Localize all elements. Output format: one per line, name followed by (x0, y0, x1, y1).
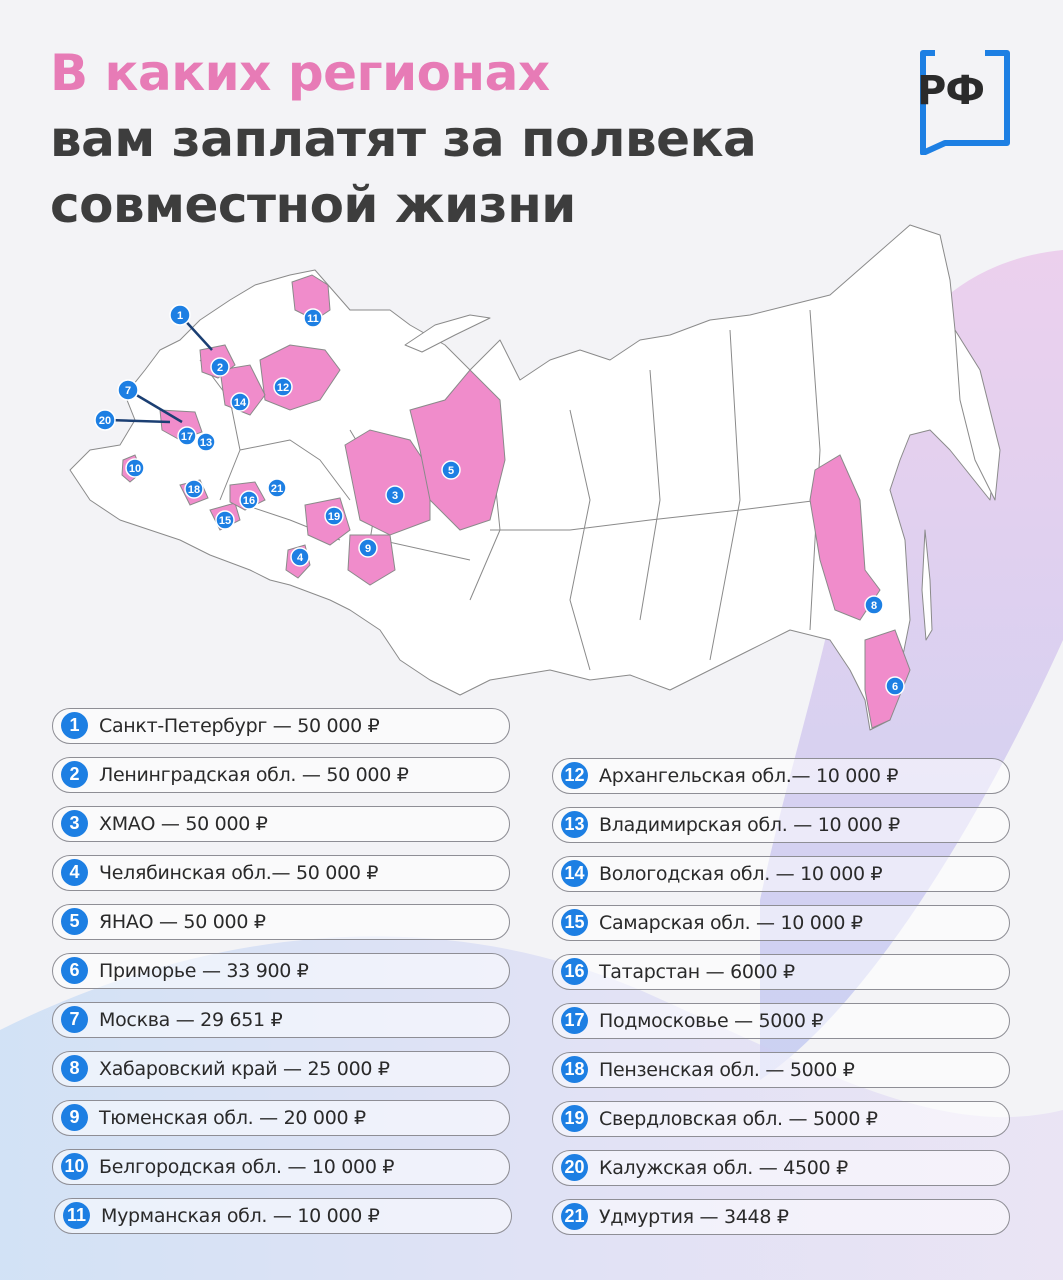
item-label: Владимирская обл. — 10 000 ₽ (599, 814, 900, 836)
item-number: 16 (561, 958, 588, 985)
list-item (552, 758, 1010, 794)
marker-18 (185, 480, 203, 498)
marker-8 (865, 596, 883, 614)
item-number: 1 (61, 712, 88, 739)
marker-label: 7 (124, 385, 132, 397)
item-label: Архангельская обл.— 10 000 ₽ (599, 765, 899, 787)
item-label: Самарская обл. — 10 000 ₽ (599, 912, 863, 934)
map-base (70, 225, 1000, 730)
item-label: Белгородская обл. — 10 000 ₽ (99, 1156, 395, 1178)
item-number: 21 (561, 1203, 588, 1230)
marker-label: 12 (276, 382, 290, 394)
title-line-2: вам заплатят за полвека (50, 110, 757, 168)
list-item (52, 1100, 510, 1136)
item-number: 8 (61, 1055, 88, 1082)
list-item (552, 905, 1010, 941)
marker-label: 1 (176, 310, 184, 322)
marker-label: 6 (891, 681, 899, 693)
item-number: 15 (561, 909, 588, 936)
marker-label: 13 (199, 437, 213, 449)
marker-label: 16 (242, 495, 256, 507)
marker-label: 21 (270, 483, 284, 495)
marker-16 (240, 491, 258, 509)
list-item (552, 954, 1010, 990)
item-number: 17 (561, 1007, 588, 1034)
item-number: 6 (61, 957, 88, 984)
marker-label: 17 (180, 431, 194, 443)
list-item (52, 855, 510, 891)
item-number: 19 (561, 1105, 588, 1132)
marker-5 (442, 461, 460, 479)
list-item (552, 856, 1010, 892)
marker-label: 5 (447, 465, 455, 477)
list-item (52, 1002, 510, 1038)
marker-1 (170, 305, 190, 325)
marker-12 (274, 378, 292, 396)
marker-label: 14 (233, 397, 247, 409)
russia-outline (70, 225, 995, 730)
item-label: ХМАО — 50 000 ₽ (99, 813, 268, 835)
logo-text: РФ (917, 68, 984, 114)
list-item (552, 1150, 1010, 1186)
marker-20 (95, 410, 115, 430)
item-number: 2 (61, 761, 88, 788)
marker-label: 11 (307, 313, 319, 325)
marker-13 (197, 433, 215, 451)
item-label: Калужская обл. — 4500 ₽ (599, 1157, 848, 1179)
russia-map (50, 200, 1010, 740)
marker-label: 4 (296, 552, 304, 564)
list-item (552, 1052, 1010, 1088)
list-item (552, 1199, 1010, 1235)
list-item (52, 708, 510, 744)
item-label: Татарстан — 6000 ₽ (599, 961, 795, 983)
item-number: 5 (61, 908, 88, 935)
marker-label: 8 (870, 600, 878, 612)
marker-label: 3 (391, 490, 399, 502)
marker-7 (118, 380, 138, 400)
list-item (52, 953, 510, 989)
item-number: 10 (61, 1153, 88, 1180)
item-number: 7 (61, 1006, 88, 1033)
item-number: 12 (561, 762, 588, 789)
marker-11 (304, 309, 322, 327)
item-number: 11 (63, 1202, 90, 1229)
marker-19 (325, 507, 343, 525)
list-item (52, 1051, 510, 1087)
list-item (52, 757, 510, 793)
item-label: Челябинская обл.— 50 000 ₽ (99, 862, 379, 884)
item-number: 3 (61, 810, 88, 837)
item-label: Удмуртия — 3448 ₽ (599, 1206, 789, 1228)
sakhalin (922, 530, 932, 640)
title-line-3: совместной жизни (50, 176, 576, 234)
item-label: Вологодская обл. — 10 000 ₽ (599, 863, 883, 885)
marker-label: 10 (128, 463, 142, 475)
item-number: 4 (61, 859, 88, 886)
item-label: ЯНАО — 50 000 ₽ (99, 911, 266, 933)
marker-label: 15 (218, 515, 232, 527)
marker-label: 9 (364, 543, 372, 555)
list-item (552, 1003, 1010, 1039)
list-item (552, 1101, 1010, 1137)
marker-label: 2 (216, 362, 224, 374)
marker-4 (291, 548, 309, 566)
item-number: 18 (561, 1056, 588, 1083)
item-number: 20 (561, 1154, 588, 1181)
marker-3 (386, 486, 404, 504)
marker-9 (359, 539, 377, 557)
marker-14 (231, 393, 249, 411)
list-item (552, 807, 1010, 843)
list-item (52, 1149, 510, 1185)
item-label: Санкт-Петербург — 50 000 ₽ (99, 715, 380, 737)
item-label: Мурманская обл. — 10 000 ₽ (101, 1205, 380, 1227)
marker-label: 19 (327, 511, 341, 523)
marker-10 (126, 459, 144, 477)
item-label: Приморье — 33 900 ₽ (99, 960, 309, 982)
item-label: Подмосковье — 5000 ₽ (599, 1010, 824, 1032)
item-label: Свердловская обл. — 5000 ₽ (599, 1108, 878, 1130)
item-number: 14 (561, 860, 588, 887)
item-label: Пензенская обл. — 5000 ₽ (599, 1059, 855, 1081)
marker-label: 20 (98, 415, 112, 427)
marker-6 (886, 677, 904, 695)
marker-label: 18 (187, 484, 201, 496)
item-number: 13 (561, 811, 588, 838)
marker-21 (268, 479, 286, 497)
marker-15 (216, 511, 234, 529)
list-item (52, 806, 510, 842)
marker-2 (211, 358, 229, 376)
item-number: 9 (61, 1104, 88, 1131)
item-label: Ленинградская обл. — 50 000 ₽ (99, 764, 409, 786)
item-label: Москва — 29 651 ₽ (99, 1009, 283, 1031)
item-label: Хабаровский край — 25 000 ₽ (99, 1058, 390, 1080)
title-line-1: В каких регионах (50, 44, 550, 102)
item-label: Тюменская обл. — 20 000 ₽ (99, 1107, 366, 1129)
marker-17 (178, 427, 196, 445)
list-item (54, 1198, 512, 1234)
list-item (52, 904, 510, 940)
